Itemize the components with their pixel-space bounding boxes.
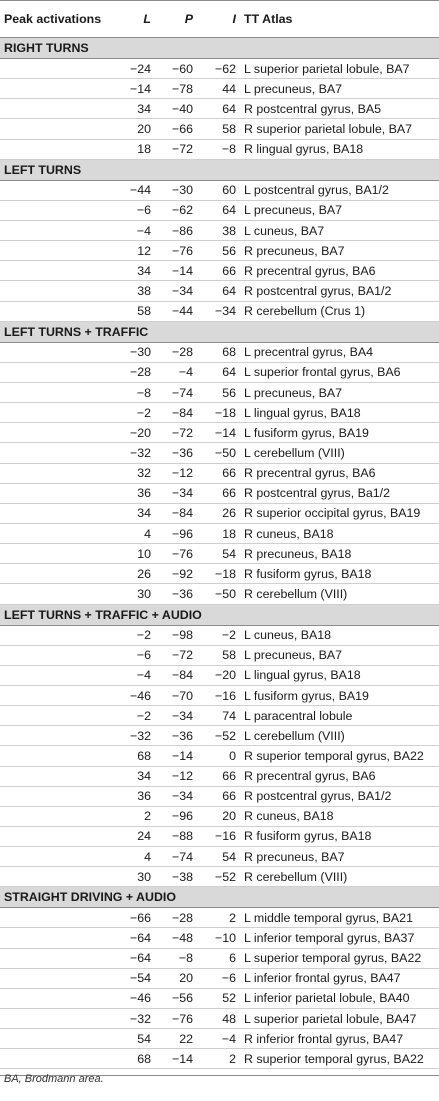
region-cell: R cuneus, BA18 — [236, 806, 439, 826]
region-cell: R precentral gyrus, BA6 — [236, 261, 439, 281]
empty-cell — [0, 261, 115, 281]
i-value-cell: −52 — [193, 867, 236, 887]
l-value-cell: −64 — [115, 928, 151, 948]
table-header — [0, 1, 439, 38]
footnote: BA, Brodmann area. — [4, 1073, 104, 1085]
region-cell: R precentral gyrus, BA6 — [236, 766, 439, 786]
table-row — [0, 281, 439, 301]
region-cell: L precuneus, BA7 — [236, 645, 439, 665]
l-value-cell: 18 — [115, 139, 151, 159]
l-value-cell: −32 — [115, 443, 151, 463]
region-cell: R postcentral gyrus, BA1/2 — [236, 786, 439, 806]
p-value-cell: 20 — [151, 968, 193, 988]
region-cell: R precuneus, BA7 — [236, 847, 439, 867]
i-value-cell: 66 — [193, 786, 236, 806]
table-row — [0, 59, 439, 79]
i-value-cell: 2 — [193, 908, 236, 928]
section-title: RIGHT TURNS — [0, 38, 439, 59]
l-value-cell: −24 — [115, 59, 151, 79]
table-row — [0, 261, 439, 281]
section-title: LEFT TURNS + TRAFFIC + AUDIO — [0, 604, 439, 625]
l-value-cell: −6 — [115, 645, 151, 665]
region-cell: R cerebellum (VIII) — [236, 867, 439, 887]
i-value-cell: −16 — [193, 685, 236, 705]
i-value-cell: 56 — [193, 241, 236, 261]
empty-cell — [0, 806, 115, 826]
empty-cell — [0, 928, 115, 948]
empty-cell — [0, 139, 115, 159]
table-row — [0, 968, 439, 988]
l-value-cell: 2 — [115, 806, 151, 826]
empty-cell — [0, 403, 115, 423]
p-value-cell: −48 — [151, 928, 193, 948]
p-value-cell: −56 — [151, 988, 193, 1008]
i-value-cell: 64 — [193, 99, 236, 119]
l-value-cell: −32 — [115, 726, 151, 746]
l-value-cell: 30 — [115, 584, 151, 604]
region-cell: L middle temporal gyrus, BA21 — [236, 908, 439, 928]
table-body — [0, 38, 439, 1069]
region-cell: R cuneus, BA18 — [236, 523, 439, 543]
p-value-cell: −28 — [151, 908, 193, 928]
region-cell: L paracentral lobule — [236, 706, 439, 726]
empty-cell — [0, 685, 115, 705]
l-value-cell: −2 — [115, 625, 151, 645]
i-value-cell: −4 — [193, 1029, 236, 1049]
p-value-cell: −72 — [151, 423, 193, 443]
empty-cell — [0, 625, 115, 645]
i-value-cell: 18 — [193, 523, 236, 543]
region-cell: R superior occipital gyrus, BA19 — [236, 503, 439, 523]
region-cell: R fusiform gyrus, BA18 — [236, 826, 439, 846]
p-value-cell: −96 — [151, 806, 193, 826]
l-value-cell: 38 — [115, 281, 151, 301]
empty-cell — [0, 826, 115, 846]
i-value-cell: 64 — [193, 281, 236, 301]
l-value-cell: 32 — [115, 463, 151, 483]
i-value-cell: −34 — [193, 301, 236, 321]
i-value-cell: 58 — [193, 645, 236, 665]
p-value-cell: −92 — [151, 564, 193, 584]
empty-cell — [0, 342, 115, 362]
i-value-cell: −2 — [193, 625, 236, 645]
table-row — [0, 200, 439, 220]
region-cell: L inferior temporal gyrus, BA37 — [236, 928, 439, 948]
p-value-cell: −74 — [151, 382, 193, 402]
i-value-cell: −10 — [193, 928, 236, 948]
region-cell: R superior temporal gyrus, BA22 — [236, 746, 439, 766]
i-value-cell: −50 — [193, 584, 236, 604]
p-value-cell: 22 — [151, 1029, 193, 1049]
region-cell: R postcentral gyrus, BA5 — [236, 99, 439, 119]
section-header-row — [0, 321, 439, 342]
l-value-cell: −46 — [115, 685, 151, 705]
section-header-row — [0, 38, 439, 59]
p-value-cell: −14 — [151, 1049, 193, 1069]
empty-cell — [0, 766, 115, 786]
empty-cell — [0, 59, 115, 79]
table-row — [0, 625, 439, 645]
table-row — [0, 423, 439, 443]
l-value-cell: −6 — [115, 200, 151, 220]
section-title: LEFT TURNS — [0, 159, 439, 180]
l-value-cell: 36 — [115, 483, 151, 503]
l-value-cell: 36 — [115, 786, 151, 806]
table-row — [0, 645, 439, 665]
p-value-cell: −12 — [151, 766, 193, 786]
section-header-row — [0, 159, 439, 180]
i-value-cell: −62 — [193, 59, 236, 79]
p-value-cell: −14 — [151, 261, 193, 281]
table-row — [0, 382, 439, 402]
p-value-cell: −62 — [151, 200, 193, 220]
i-value-cell: 64 — [193, 362, 236, 382]
table-row — [0, 584, 439, 604]
p-value-cell: −98 — [151, 625, 193, 645]
l-value-cell: 58 — [115, 301, 151, 321]
l-value-cell: −66 — [115, 908, 151, 928]
empty-cell — [0, 544, 115, 564]
l-value-cell: −8 — [115, 382, 151, 402]
table-row — [0, 847, 439, 867]
empty-cell — [0, 443, 115, 463]
region-cell: L precuneus, BA7 — [236, 79, 439, 99]
l-value-cell: −2 — [115, 706, 151, 726]
l-value-cell: −44 — [115, 180, 151, 200]
region-cell: R cerebellum (VIII) — [236, 584, 439, 604]
i-value-cell: 20 — [193, 806, 236, 826]
empty-cell — [0, 99, 115, 119]
p-value-cell: −44 — [151, 301, 193, 321]
p-value-cell: −66 — [151, 119, 193, 139]
l-value-cell: −20 — [115, 423, 151, 443]
table-row — [0, 523, 439, 543]
i-value-cell: 66 — [193, 766, 236, 786]
empty-cell — [0, 584, 115, 604]
i-value-cell: −18 — [193, 564, 236, 584]
region-cell: R cerebellum (Crus 1) — [236, 301, 439, 321]
header-peak-activations: Peak activations — [0, 1, 115, 38]
table-row — [0, 220, 439, 240]
table-row — [0, 544, 439, 564]
l-value-cell: 54 — [115, 1029, 151, 1049]
p-value-cell: −40 — [151, 99, 193, 119]
region-cell: L fusiform gyrus, BA19 — [236, 423, 439, 443]
p-value-cell: −8 — [151, 948, 193, 968]
section-title: LEFT TURNS + TRAFFIC — [0, 321, 439, 342]
p-value-cell: −34 — [151, 281, 193, 301]
l-value-cell: 26 — [115, 564, 151, 584]
empty-cell — [0, 1049, 115, 1069]
i-value-cell: 66 — [193, 483, 236, 503]
l-value-cell: 12 — [115, 241, 151, 261]
l-value-cell: 10 — [115, 544, 151, 564]
table-row — [0, 119, 439, 139]
empty-cell — [0, 200, 115, 220]
p-value-cell: −60 — [151, 59, 193, 79]
region-cell: R postcentral gyrus, Ba1/2 — [236, 483, 439, 503]
p-value-cell: −28 — [151, 342, 193, 362]
p-value-cell: −72 — [151, 139, 193, 159]
l-value-cell: 34 — [115, 503, 151, 523]
region-cell: L cerebellum (VIII) — [236, 443, 439, 463]
region-cell: R fusiform gyrus, BA18 — [236, 564, 439, 584]
empty-cell — [0, 786, 115, 806]
table-row — [0, 301, 439, 321]
table-row — [0, 685, 439, 705]
empty-cell — [0, 119, 115, 139]
l-value-cell: −14 — [115, 79, 151, 99]
empty-cell — [0, 908, 115, 928]
table-row — [0, 826, 439, 846]
table-row — [0, 463, 439, 483]
region-cell: R lingual gyrus, BA18 — [236, 139, 439, 159]
empty-cell — [0, 1009, 115, 1029]
region-cell: R inferior frontal gyrus, BA47 — [236, 1029, 439, 1049]
p-value-cell: −76 — [151, 1009, 193, 1029]
i-value-cell: −14 — [193, 423, 236, 443]
table-row — [0, 1049, 439, 1069]
region-cell: L cuneus, BA18 — [236, 625, 439, 645]
l-value-cell: −30 — [115, 342, 151, 362]
table-row — [0, 948, 439, 968]
l-value-cell: −4 — [115, 665, 151, 685]
table-row — [0, 867, 439, 887]
i-value-cell: 64 — [193, 200, 236, 220]
p-value-cell: −72 — [151, 645, 193, 665]
p-value-cell: −14 — [151, 746, 193, 766]
i-value-cell: −50 — [193, 443, 236, 463]
region-cell: R precuneus, BA18 — [236, 544, 439, 564]
p-value-cell: −96 — [151, 523, 193, 543]
table-row — [0, 766, 439, 786]
l-value-cell: 4 — [115, 523, 151, 543]
empty-cell — [0, 362, 115, 382]
p-value-cell: −36 — [151, 726, 193, 746]
empty-cell — [0, 483, 115, 503]
empty-cell — [0, 867, 115, 887]
i-value-cell: 44 — [193, 79, 236, 99]
table-row — [0, 403, 439, 423]
i-value-cell: −16 — [193, 826, 236, 846]
p-value-cell: −34 — [151, 483, 193, 503]
i-value-cell: 60 — [193, 180, 236, 200]
section-header-row — [0, 887, 439, 908]
p-value-cell: −84 — [151, 403, 193, 423]
i-value-cell: 66 — [193, 261, 236, 281]
region-cell: L precentral gyrus, BA4 — [236, 342, 439, 362]
empty-cell — [0, 301, 115, 321]
table-row — [0, 443, 439, 463]
table-row — [0, 99, 439, 119]
i-value-cell: 68 — [193, 342, 236, 362]
l-value-cell: −54 — [115, 968, 151, 988]
p-value-cell: −78 — [151, 79, 193, 99]
table-row — [0, 79, 439, 99]
table-row — [0, 180, 439, 200]
p-value-cell: −76 — [151, 241, 193, 261]
i-value-cell: 66 — [193, 463, 236, 483]
p-value-cell: −74 — [151, 847, 193, 867]
region-cell: L inferior frontal gyrus, BA47 — [236, 968, 439, 988]
p-value-cell: −30 — [151, 180, 193, 200]
l-value-cell: 20 — [115, 119, 151, 139]
empty-cell — [0, 1029, 115, 1049]
table-row — [0, 1009, 439, 1029]
region-cell: R precentral gyrus, BA6 — [236, 463, 439, 483]
table-row — [0, 139, 439, 159]
table-row — [0, 908, 439, 928]
empty-cell — [0, 79, 115, 99]
region-cell: L precuneus, BA7 — [236, 200, 439, 220]
table-row — [0, 483, 439, 503]
region-cell: L inferior parietal lobule, BA40 — [236, 988, 439, 1008]
i-value-cell: 56 — [193, 382, 236, 402]
p-value-cell: −84 — [151, 665, 193, 685]
empty-cell — [0, 948, 115, 968]
i-value-cell: 58 — [193, 119, 236, 139]
empty-cell — [0, 220, 115, 240]
empty-cell — [0, 726, 115, 746]
p-value-cell: −84 — [151, 503, 193, 523]
empty-cell — [0, 423, 115, 443]
table-row — [0, 928, 439, 948]
empty-cell — [0, 968, 115, 988]
i-value-cell: 54 — [193, 544, 236, 564]
l-value-cell: 4 — [115, 847, 151, 867]
header-p: P — [151, 1, 193, 38]
i-value-cell: −8 — [193, 139, 236, 159]
i-value-cell: 52 — [193, 988, 236, 1008]
p-value-cell: −34 — [151, 786, 193, 806]
empty-cell — [0, 523, 115, 543]
table-row — [0, 746, 439, 766]
table-row — [0, 786, 439, 806]
p-value-cell: −34 — [151, 706, 193, 726]
region-cell: L superior parietal lobule, BA7 — [236, 59, 439, 79]
empty-cell — [0, 180, 115, 200]
region-cell: L cuneus, BA7 — [236, 220, 439, 240]
empty-cell — [0, 645, 115, 665]
region-cell: R precuneus, BA7 — [236, 241, 439, 261]
empty-cell — [0, 746, 115, 766]
i-value-cell: 54 — [193, 847, 236, 867]
l-value-cell: −2 — [115, 403, 151, 423]
i-value-cell: 48 — [193, 1009, 236, 1029]
region-cell: L lingual gyrus, BA18 — [236, 665, 439, 685]
i-value-cell: −18 — [193, 403, 236, 423]
p-value-cell: −36 — [151, 584, 193, 604]
section-header-row — [0, 604, 439, 625]
section-title: STRAIGHT DRIVING + AUDIO — [0, 887, 439, 908]
region-cell: L precuneus, BA7 — [236, 382, 439, 402]
table-row — [0, 241, 439, 261]
i-value-cell: −20 — [193, 665, 236, 685]
region-cell: L superior parietal lobule, BA47 — [236, 1009, 439, 1029]
p-value-cell: −12 — [151, 463, 193, 483]
table-row — [0, 362, 439, 382]
header-l: L — [115, 1, 151, 38]
empty-cell — [0, 463, 115, 483]
empty-cell — [0, 281, 115, 301]
table-row — [0, 1029, 439, 1049]
l-value-cell: −28 — [115, 362, 151, 382]
p-value-cell: −76 — [151, 544, 193, 564]
l-value-cell: 34 — [115, 99, 151, 119]
table-row — [0, 706, 439, 726]
i-value-cell: −52 — [193, 726, 236, 746]
i-value-cell: 38 — [193, 220, 236, 240]
empty-cell — [0, 665, 115, 685]
l-value-cell: −46 — [115, 988, 151, 1008]
region-cell: L superior frontal gyrus, BA6 — [236, 362, 439, 382]
region-cell: L superior temporal gyrus, BA22 — [236, 948, 439, 968]
header-tt-atlas: TT Atlas — [236, 1, 439, 38]
region-cell: L fusiform gyrus, BA19 — [236, 685, 439, 705]
p-value-cell: −38 — [151, 867, 193, 887]
l-value-cell: −32 — [115, 1009, 151, 1029]
i-value-cell: 0 — [193, 746, 236, 766]
empty-cell — [0, 241, 115, 261]
table-row — [0, 726, 439, 746]
empty-cell — [0, 382, 115, 402]
region-cell: R superior parietal lobule, BA7 — [236, 119, 439, 139]
region-cell: L lingual gyrus, BA18 — [236, 403, 439, 423]
l-value-cell: 24 — [115, 826, 151, 846]
region-cell: L postcentral gyrus, BA1/2 — [236, 180, 439, 200]
p-value-cell: −88 — [151, 826, 193, 846]
region-cell: R postcentral gyrus, BA1/2 — [236, 281, 439, 301]
i-value-cell: 26 — [193, 503, 236, 523]
table-row — [0, 806, 439, 826]
p-value-cell: −70 — [151, 685, 193, 705]
empty-cell — [0, 706, 115, 726]
empty-cell — [0, 988, 115, 1008]
l-value-cell: 34 — [115, 766, 151, 786]
table-row — [0, 564, 439, 584]
header-i: I — [193, 1, 236, 38]
table-row — [0, 503, 439, 523]
p-value-cell: −86 — [151, 220, 193, 240]
l-value-cell: 30 — [115, 867, 151, 887]
i-value-cell: 2 — [193, 1049, 236, 1069]
table-row — [0, 665, 439, 685]
p-value-cell: −4 — [151, 362, 193, 382]
region-cell: R superior temporal gyrus, BA22 — [236, 1049, 439, 1069]
i-value-cell: 74 — [193, 706, 236, 726]
region-cell: L cerebellum (VIII) — [236, 726, 439, 746]
empty-cell — [0, 503, 115, 523]
l-value-cell: −64 — [115, 948, 151, 968]
table-row — [0, 342, 439, 362]
empty-cell — [0, 847, 115, 867]
header-row — [0, 1, 439, 38]
i-value-cell: 6 — [193, 948, 236, 968]
l-value-cell: 68 — [115, 1049, 151, 1069]
table-row — [0, 988, 439, 1008]
p-value-cell: −36 — [151, 443, 193, 463]
l-value-cell: 68 — [115, 746, 151, 766]
empty-cell — [0, 564, 115, 584]
l-value-cell: −4 — [115, 220, 151, 240]
i-value-cell: −6 — [193, 968, 236, 988]
l-value-cell: 34 — [115, 261, 151, 281]
